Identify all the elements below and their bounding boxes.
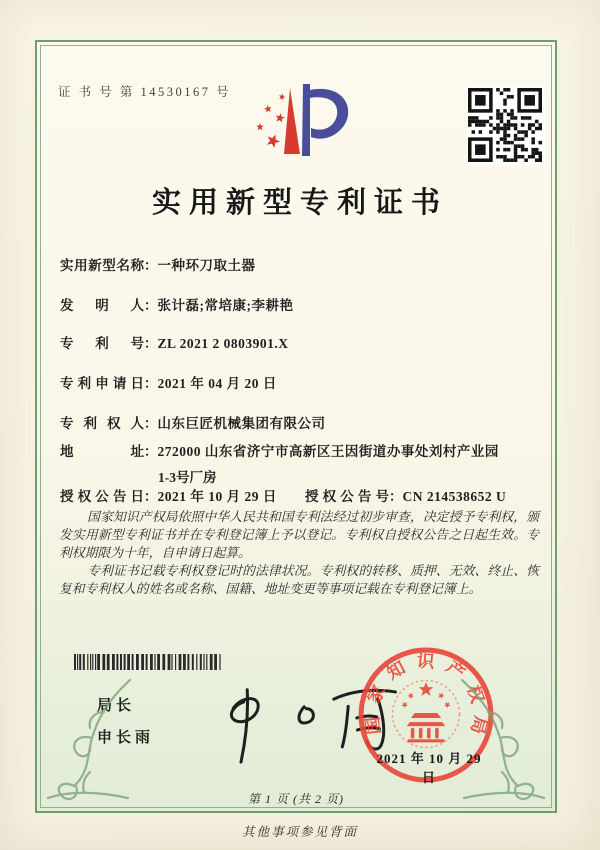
field-label: 授权公告日 [60,489,144,504]
barcode-svg [72,654,224,670]
field-label: 地址 [60,444,144,459]
corner-flourish-icon [458,674,550,806]
qr-code-svg [468,88,542,162]
colon: ： [144,258,158,273]
field-value-line2: 1-3号厂房 [158,470,217,485]
field-row-filing-date [60,372,539,392]
colon: ： [389,489,403,504]
logo-p-bar-icon [302,84,310,156]
logo-stars-icon [256,94,285,148]
field-row-inventors [60,294,539,314]
field-row-patent-no [60,332,539,352]
certificate-number: 证 书 号 第 14530167 号 [58,85,232,99]
certificate-title: 实用新型专利证书 [151,187,448,219]
logo-wedge-icon [284,88,300,154]
field-value: 山东巨匠机械集团有限公司 [157,416,326,431]
field-row-address [60,440,539,486]
colon: ： [144,376,158,391]
field-row-grant [60,485,539,505]
field-value: 2021 年 04 月 20 日 [157,376,277,391]
legal-text [59,508,539,598]
field-label: 专利申请日 [60,376,144,391]
field-row-name [60,254,539,274]
seal-emblem-icon [393,681,460,748]
field-pair-grant-no [305,485,506,505]
seal-date: 2021 年 10 月 29 日 [376,751,482,785]
legal-paragraph-2: 专利证书记载专利权登记时的法律状况。专利权的转移、质押、无效、终止、恢复和专利权人的姓名或名称、国籍、地址变更等事项记载在专利登记簿上。 [59,564,539,596]
colon: ： [144,444,158,459]
logo-p-bowl-icon [310,89,348,139]
field-value: 一种环刀取土器 [157,258,256,273]
certificate-frame [35,40,557,813]
field-value: 2021 年 10 月 29 日 [157,489,277,504]
field-label: 授权公告号 [305,489,389,504]
field-label: 实用新型名称 [60,258,144,273]
legal-paragraph-1: 国家知识产权局依照中华人民共和国专利法经过初步审查，决定授予专利权，颁发实用新型专利证书并在专利登记簿上予以登记。专利权自授权公告之日起生效。专利权期限为十年，自申请日起算。 [59,510,539,560]
colon: ： [144,336,158,351]
field-value: CN 214538652 U [402,489,507,504]
director-name: 申长雨 [97,730,155,746]
qr-code [467,87,545,165]
field-label: 发明人 [60,298,144,313]
field-value: ZL 2021 2 0803901.X [157,336,289,351]
barcode [72,654,224,670]
field-label: 专利权人 [60,416,144,431]
page-number: 第 1 页 (共 2 页) [248,792,344,806]
corner-flourish-icon [42,674,134,806]
field-row-patentee [60,412,539,432]
colon: ： [144,489,158,504]
field-value: 272000 山东省济宁市高新区王因街道办事处刘村产业园 [157,444,499,459]
director-title: 局长 [97,698,136,714]
field-value: 张计磊;常培康;李耕艳 [157,298,294,313]
back-side-note: 其他事项参见背面 [241,825,358,839]
colon: ： [144,298,158,313]
colon: ： [144,416,158,431]
seal-text: 国家知识产权局 [361,650,492,747]
field-label: 专利号 [60,336,144,351]
